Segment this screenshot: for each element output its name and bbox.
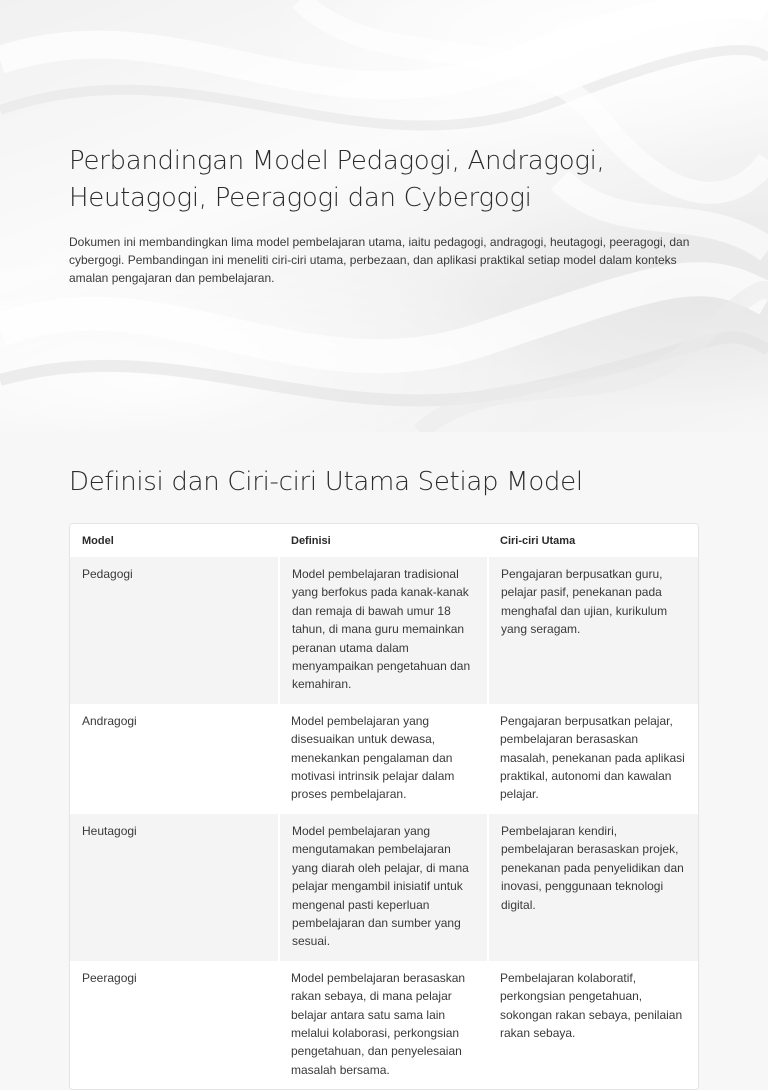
cell-features: Pembelajaran kendiri, pembelajaran berasaskan projek, penekanan pada penyelidikan dan inovasi, penggunaan teknologi digital. [488,814,698,961]
table-row [70,814,698,961]
cell-model: Peeragogi [70,961,279,1089]
column-header-definition: Definisi [279,524,488,557]
cell-model: Pedagogi [70,557,279,704]
comparison-table [70,524,698,1089]
cell-definition: Model pembelajaran berasaskan rakan sebaya, di mana pelajar belajar antara satu sama lain melalui kolaborasi, perkongsian pengetahuan, dan penyelesaian masalah bersama. [279,961,488,1089]
cell-definition: Model pembelajaran yang mengutamakan pembelajaran yang diarah oleh pelajar, di mana pelajar mengambil inisiatif untuk mengenal pasti keperluan pembelajaran dan sumber yang sesuai. [279,814,488,961]
page-title [69,143,709,217]
cell-definition: Model pembelajaran tradisional yang berfokus pada kanak-kanak dan remaja di bawah umur 18 tahun, di mana guru memainkan peranan utama dalam menyampaikan pengetahuan dan kemahiran. [279,557,488,704]
cell-features: Pengajaran berpusatkan guru, pelajar pasif, penekanan pada menghafal dan ujian, kurikulum yang seragam. [488,557,698,704]
section-title: Definisi dan Ciri-ciri Utama Setiap Model [69,467,583,497]
cell-model: Andragogi [70,704,279,814]
page-title-line-2: Heutagogi, Peeragogi dan Cybergogi [69,183,532,213]
table-row [70,704,698,814]
cell-model: Heutagogi [70,814,279,961]
cell-features: Pembelajaran kolaboratif, perkongsian pengetahuan, sokongan rakan sebaya, penilaian rakan sebaya. [488,961,698,1089]
table-header-row [70,524,698,557]
cell-features: Pengajaran berpusatkan pelajar, pembelajaran berasaskan masalah, penekanan pada aplikasi praktikal, autonomi dan kawalan pelajar. [488,704,698,814]
page-title-line-1: Perbandingan Model Pedagogi, Andragogi, [69,146,605,176]
cell-definition: Model pembelajaran yang disesuaikan untuk dewasa, menekankan pengalaman dan motivasi intrinsik pelajar dalam proses pembelajaran. [279,704,488,814]
column-header-model: Model [70,524,279,557]
table-row [70,961,698,1089]
table-row [70,557,698,704]
page-description: Dokumen ini membandingkan lima model pembelajaran utama, iaitu pedagogi, andragogi, heutagogi, peeragogi, dan cybergogi. Pembandingan ini meneliti ciri-ciri utama, perbezaan, dan aplikasi praktikal setiap model dalam konteks amalan pengajaran dan pembelajaran. [69,235,690,285]
comparison-table-container [69,523,699,1090]
hero-banner [0,0,768,432]
column-header-features: Ciri-ciri Utama [488,524,698,557]
